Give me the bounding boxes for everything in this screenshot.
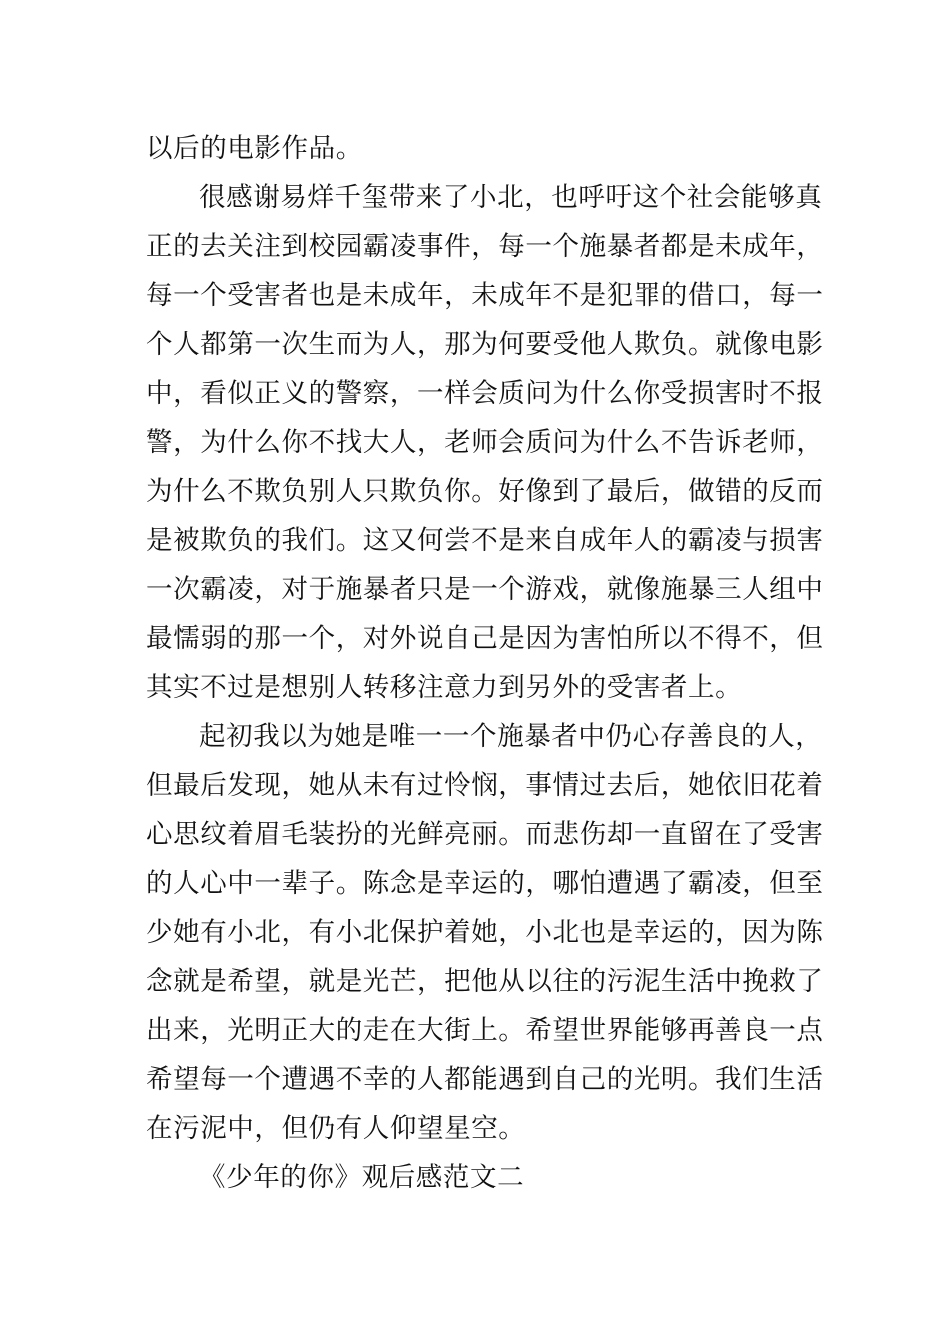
text-line: 中，看似正义的警察，一样会质问为什么你受损害时不报 <box>146 378 824 409</box>
text-line: 个人都第一次生而为人，那为何要受他人欺负。就像电影 <box>146 329 824 360</box>
text-line: 每一个受害者也是未成年，未成年不是犯罪的借口，每一 <box>146 280 824 311</box>
text-line: 少她有小北，有小北保护着她，小北也是幸运的，因为陈 <box>146 917 824 948</box>
text-line: 其实不过是想别人转移注意力到另外的受害者上。 <box>146 672 743 703</box>
text-line: 一次霸凌，对于施暴者只是一个游戏，就像施暴三人组中 <box>146 574 824 605</box>
text-line: 最懦弱的那一个，对外说自己是因为害怕所以不得不，但 <box>146 623 824 654</box>
text-line: 出来，光明正大的走在大街上。希望世界能够再善良一点 <box>146 1015 824 1046</box>
text-line: 以后的电影作品。 <box>146 133 363 164</box>
paragraph-start-line: 起初我以为她是唯一一个施暴者中仍心存善良的人， <box>199 721 823 752</box>
text-line: 在污泥中，但仍有人仰望星空。 <box>146 1113 526 1144</box>
text-line: 心思纹着眉毛装扮的光鲜亮丽。而悲伤却一直留在了受害 <box>146 819 824 850</box>
text-line: 是被欺负的我们。这又何尝不是来自成年人的霸凌与损害 <box>146 525 824 556</box>
section-heading: 《少年的你》观后感范文二 <box>199 1162 525 1193</box>
text-line: 希望每一个遭遇不幸的人都能遇到自己的光明。我们生活 <box>146 1064 824 1095</box>
text-line: 正的去关注到校园霸凌事件，每一个施暴者都是未成年， <box>146 231 824 262</box>
text-line: 警，为什么你不找大人，老师会质问为什么不告诉老师， <box>146 427 824 458</box>
text-line: 为什么不欺负别人只欺负你。好像到了最后，做错的反而 <box>146 476 824 507</box>
text-line: 念就是希望，就是光芒，把他从以往的污泥生活中挽救了 <box>146 966 824 997</box>
text-line: 但最后发现，她从未有过怜悯，事情过去后，她依旧花着 <box>146 770 824 801</box>
paragraph-start-line: 很感谢易烊千玺带来了小北，也呼吁这个社会能够真 <box>199 182 823 213</box>
body-text <box>146 124 824 1202</box>
text-line: 的人心中一辈子。陈念是幸运的，哪怕遭遇了霸凌，但至 <box>146 868 824 899</box>
